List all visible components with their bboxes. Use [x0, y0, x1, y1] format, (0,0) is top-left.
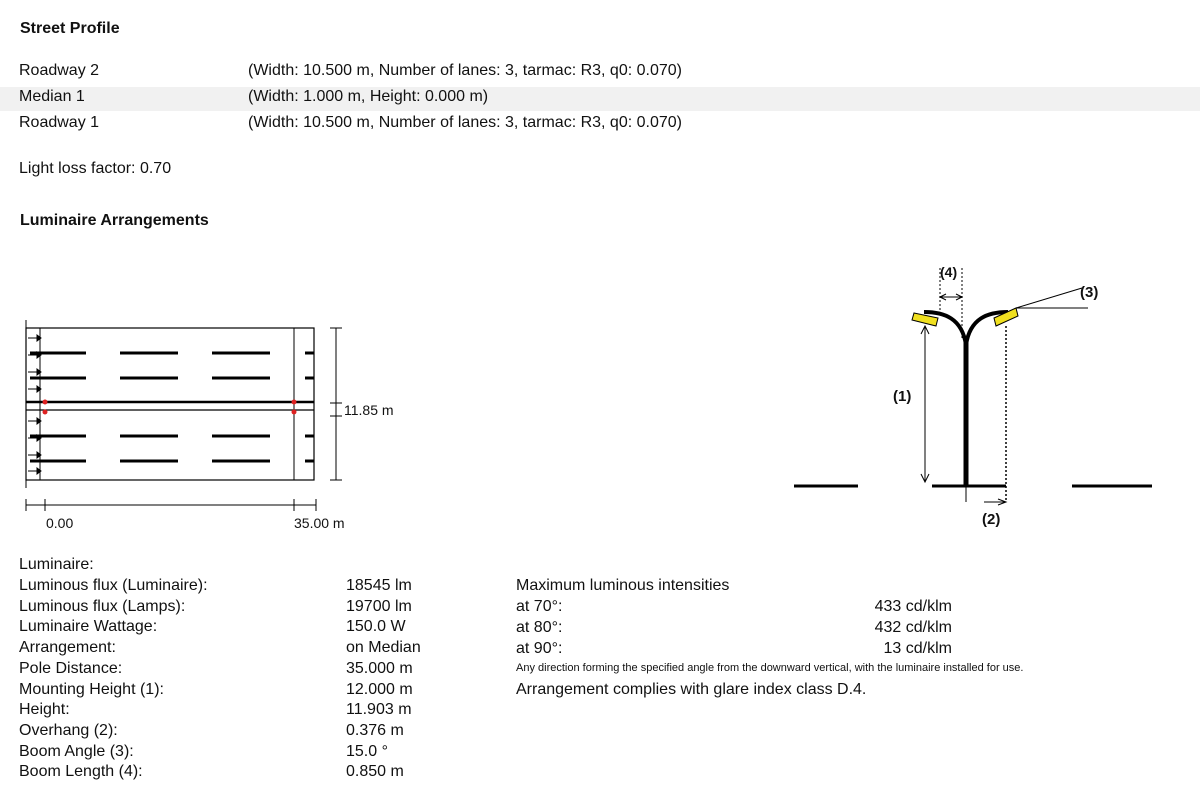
param-value: 12.000 m	[346, 680, 413, 698]
intensity-label: at 80°:	[516, 619, 563, 636]
param-label: Luminous flux (Luminaire):	[19, 577, 208, 594]
param-label: Boom Length (4):	[19, 763, 143, 781]
intensity-value: 433 cd/klm	[874, 598, 952, 615]
param-label: Arrangement:	[19, 639, 116, 657]
param-label: Boom Angle (3):	[19, 742, 134, 760]
luminaire-heading: Luminaire:	[19, 556, 94, 573]
param-label: Mounting Height (1):	[19, 680, 164, 698]
intensity-label: at 90°:	[516, 640, 563, 657]
param-value: 18545 lm	[346, 577, 412, 594]
param-label: Luminaire Wattage:	[19, 618, 158, 636]
profile-row-name: Median 1	[19, 88, 85, 105]
label-mounting-height: (1)	[893, 388, 912, 405]
param-value: 15.0 °	[346, 742, 388, 760]
street-profile-title: Street Profile	[20, 20, 120, 37]
param-value: 0.850 m	[346, 763, 404, 781]
road-width-label: 11.85 m	[344, 402, 394, 418]
intensity-value: 13 cd/klm	[883, 640, 952, 657]
profile-row-desc: (Width: 10.500 m, Number of lanes: 3, tarmac: R3, q0: 0.070)	[248, 114, 682, 131]
param-label: Overhang (2):	[19, 721, 118, 739]
intensity-value: 432 cd/klm	[874, 619, 952, 636]
x-start-label: 0.00	[46, 515, 74, 531]
param-value: 19700 lm	[346, 597, 412, 615]
param-label: Luminous flux (Lamps):	[19, 597, 186, 615]
profile-row-name: Roadway 2	[19, 62, 100, 79]
arrangements-title: Luminaire Arrangements	[20, 212, 209, 229]
light-loss-factor: Light loss factor: 0.70	[19, 160, 172, 177]
param-value: 35.000 m	[346, 659, 413, 677]
param-value: 150.0 W	[346, 618, 406, 636]
profile-row-desc: (Width: 10.500 m, Number of lanes: 3, tarmac: R3, q0: 0.070)	[248, 62, 682, 79]
param-value: on Median	[346, 639, 421, 657]
profile-row-name: Roadway 1	[19, 114, 100, 131]
boom-angle-leader	[1016, 288, 1082, 308]
param-value: 0.376 m	[346, 721, 404, 739]
luminaire-head-left	[912, 313, 938, 326]
param-label: Height:	[19, 701, 70, 719]
x-end-label: 35.00 m	[294, 515, 345, 531]
profile-row-desc: (Width: 1.000 m, Height: 0.000 m)	[248, 88, 489, 105]
label-overhang: (2)	[982, 511, 1001, 528]
param-label: Pole Distance:	[19, 659, 123, 677]
intensities-title: Maximum luminous intensities	[516, 577, 730, 594]
glare-compliance: Arrangement complies with glare index class D.4.	[516, 681, 867, 698]
intensity-label: at 70°:	[516, 598, 563, 615]
label-boom-length: (4)	[940, 264, 958, 280]
label-boom-angle: (3)	[1080, 284, 1099, 301]
param-value: 11.903 m	[346, 701, 412, 719]
intensity-note: Any direction forming the specified angle from the downward vertical, with the luminaire installed for use.	[516, 662, 1024, 674]
